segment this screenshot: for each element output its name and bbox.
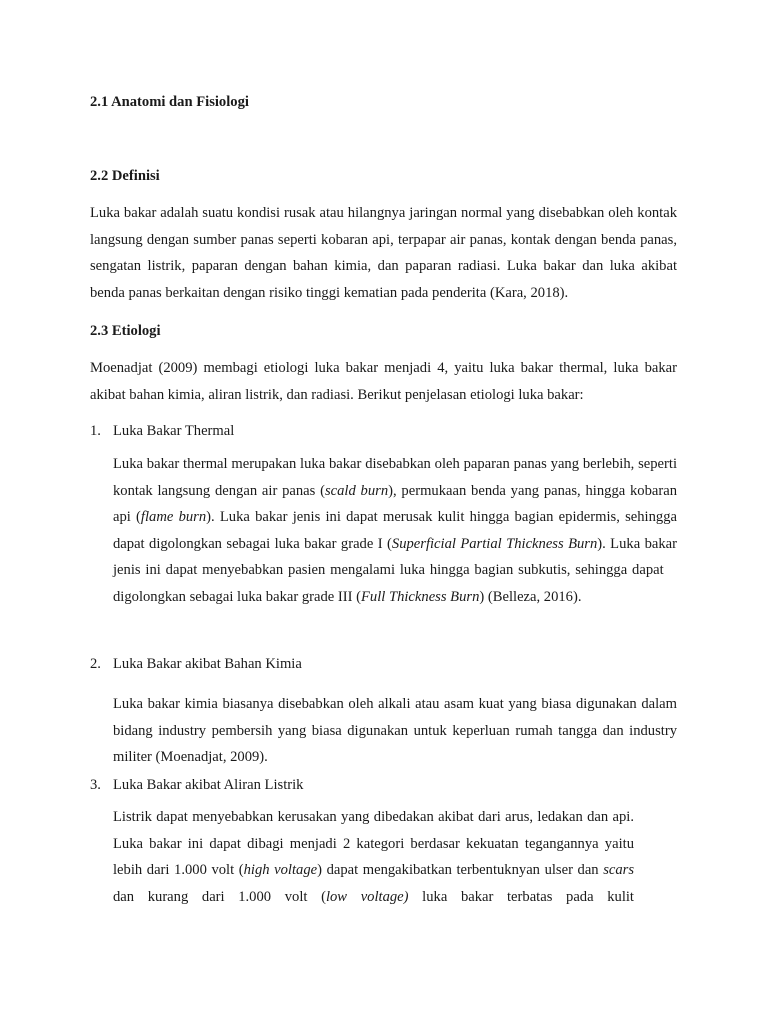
italic-term: scars [603,862,634,879]
section-heading-2-2: 2.2 Definisi [90,168,160,184]
list-number: 1. [90,423,101,439]
text-run: ) (Belleza, 2016). [479,588,582,605]
text-run: ), permukaan benda yang panas, hingga kobaran api ( [113,482,678,526]
list-item-2-heading [0,654,768,674]
text-run: luka bakar terbatas pada kulit [408,888,634,905]
italic-term: Full Thickness Burn [361,588,480,605]
electrical-burn-paragraph [113,804,634,910]
list-item-3-heading [0,775,768,795]
text-run: ). Luka bakar jenis ini dapat merusak kulit hingga bagian epidermis, sehingga dapat digolongkan sebagai luka bakar grade I ( [113,509,677,552]
etiology-intro-paragraph: Moenadjat (2009) membagi etiologi luka bakar menjadi 4, yaitu luka bakar thermal, luka bakar akibat bahan kimia, aliran listrik, dan radiasi. Berikut penjelasan etiologi luka bakar: [90,360,677,403]
section-heading-2-1: 2.1 Anatomi dan Fisiologi [90,94,249,110]
text-run: ). Luka bakar jenis ini dapat menyebabkan pasien mengalami luka hingga bagian subkutis, sehingga dapat digolongkan sebagai luka bakar grade III ( [113,535,677,605]
section-heading-2-3: 2.3 Etiologi [90,323,161,339]
text-run: Listrik dapat menyebabkan kerusakan yang dibedakan akibat dari arus, ledakan dan api. Luka bakar ini dapat dibagi menjadi 2 kategori berdasar kekuatan tegangannya yaitu lebih dari 1.000 volt ( [113,809,634,879]
italic-term: scald burn [324,482,389,499]
italic-term: low voltage) [325,888,409,905]
text-run: dan kurang dari 1.000 volt ( [113,888,326,905]
list-item-title: Luka Bakar akibat Aliran Listrik [113,777,304,793]
italic-term: Superficial Partial Thickness Burn [391,535,598,552]
text-run: Luka bakar thermal merupakan luka bakar disebabkan oleh paparan panas yang berlebih, seperti kontak langsung dengan air panas ( [113,456,677,499]
thermal-burn-paragraph [113,451,677,611]
list-number: 2. [90,656,101,672]
chemical-burn-paragraph: Luka bakar kimia biasanya disebabkan oleh alkali atau asam kuat yang biasa digunakan dalam bidang industry pembersih yang biasa digunakan untuk keperluan rumah tangga dan industry militer (Moenadjat, 2009). [113,696,677,766]
italic-term: high voltage [243,862,318,879]
italic-term: flame burn [140,509,207,526]
text-run: ) dapat mengakibatkan terbentuknyan ulser dan [317,862,604,879]
list-number: 3. [90,777,101,793]
list-item-1-heading [0,421,768,441]
definition-paragraph: Luka bakar adalah suatu kondisi rusak atau hilangnya jaringan normal yang disebabkan oleh kontak langsung dengan sumber panas seperti kobaran api, terpapar air panas, kontak dengan benda panas, sengatan listrik, paparan dengan bahan kimia, dan paparan radiasi. Luka bakar dan luka akibat benda panas berkaitan dengan risiko tinggi kematian pada penderita (Kara, 2018). [90,205,677,301]
list-item-title: Luka Bakar Thermal [113,423,235,439]
list-item-title: Luka Bakar akibat Bahan Kimia [113,656,302,672]
